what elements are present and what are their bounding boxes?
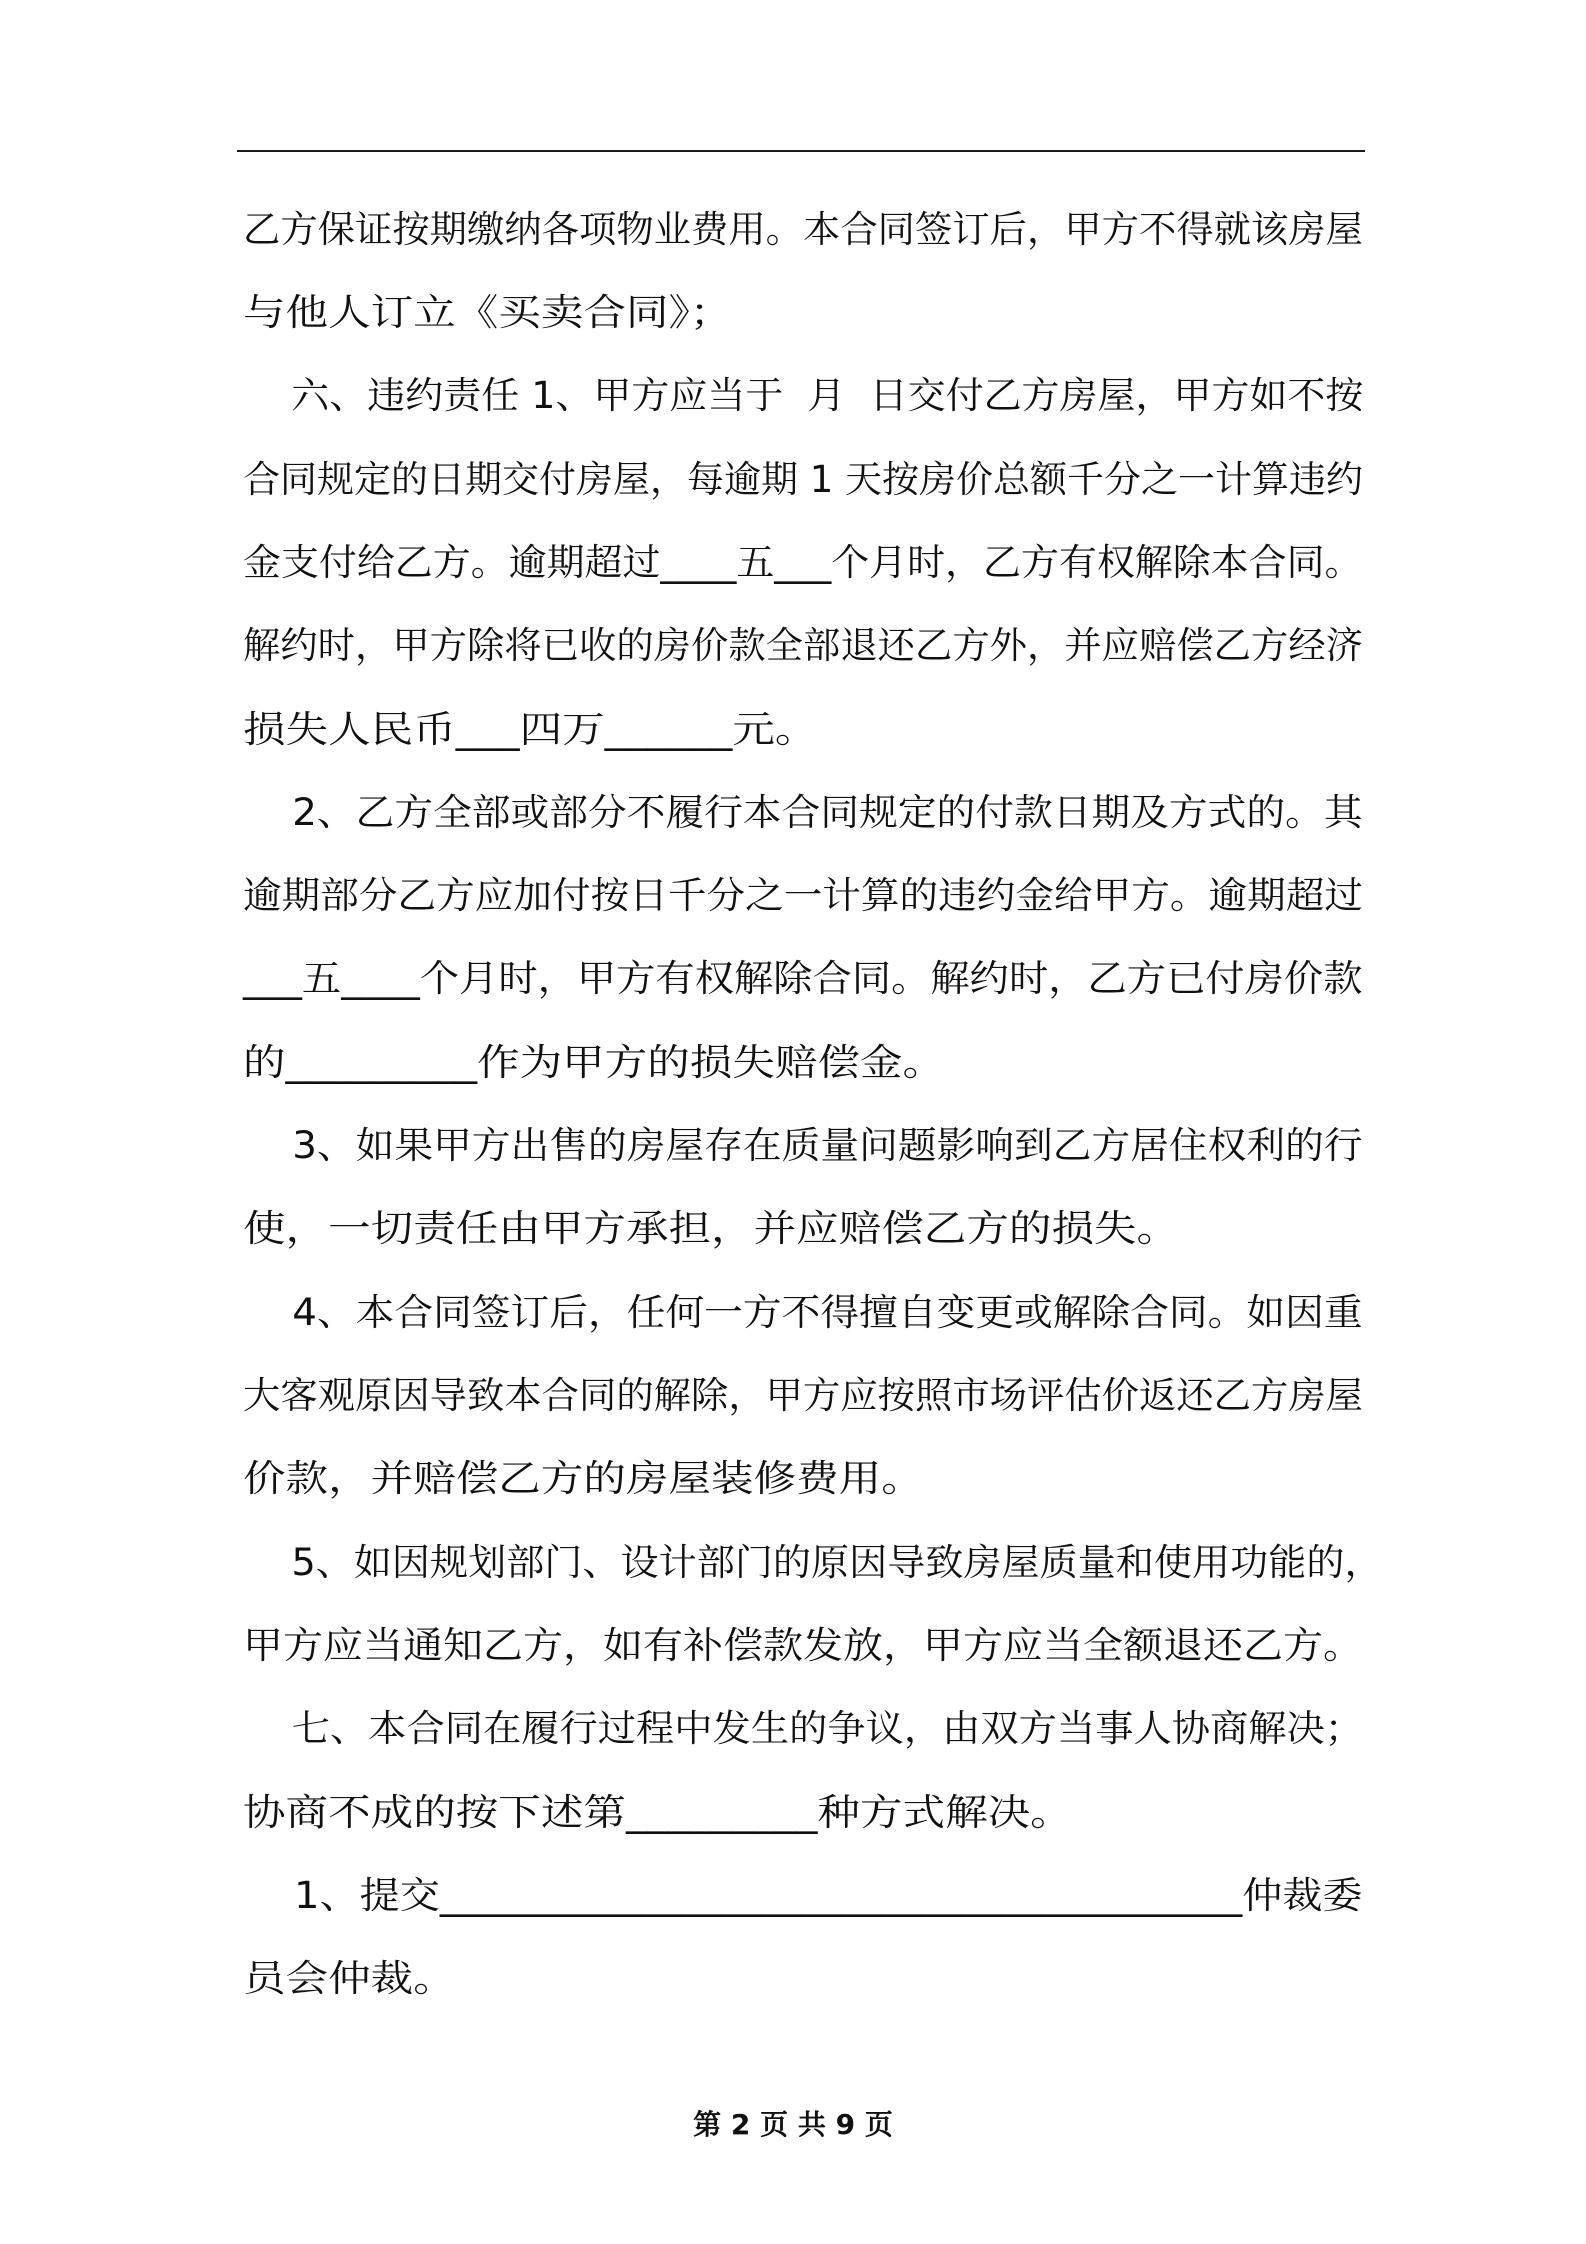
- body-line-3: 六、违约责任 1、甲方应当于 月 日交付乙方房屋，甲方如不按: [243, 374, 1364, 417]
- body-line-16: 价款，并赔偿乙方的房屋装修费用。: [243, 1457, 924, 1500]
- body-line-20: 协商不成的按下述第_________种方式解决。: [243, 1791, 1073, 1834]
- body-line-4: 合同规定的日期交付房屋，每逾期 1 天按房价总额千分之一计算违约: [243, 458, 1364, 501]
- body-line-15: 大客观原因导致本合同的解除，甲方应按照市场评估价返还乙方房屋: [243, 1374, 1363, 1417]
- body-line-19: 七、本合同在履行过程中发生的争议，由双方当事人协商解决；: [243, 1707, 1364, 1750]
- body-line-13: 使，一切责任由甲方承担，并应赔偿乙方的损失。: [243, 1207, 1180, 1250]
- page-number: 第 2 页 共 9 页: [693, 2108, 893, 2141]
- body-line-7: 损失人民币___四万______元。: [243, 708, 818, 751]
- body-line-1: 乙方保证按期缴纳各项物业费用。本合同签订后，甲方不得就该房屋: [243, 208, 1363, 251]
- body-line-8: 2、乙方全部或部分不履行本合同规定的付款日期及方式的。其: [243, 791, 1363, 834]
- body-line-12: 3、如果甲方出售的房屋存在质量问题影响到乙方居住权利的行: [243, 1124, 1363, 1167]
- body-line-11: 的_________作为甲方的损失赔偿金。: [243, 1041, 946, 1084]
- body-line-6: 解约时，甲方除将已收的房价款全部退还乙方外，并应赔偿乙方经济: [243, 624, 1363, 667]
- body-line-22: 员会仲裁。: [243, 1957, 456, 2000]
- body-line-9: 逾期部分乙方应加付按日千分之一计算的违约金给甲方。逾期超过: [243, 874, 1363, 917]
- body-line-17: 5、如因规划部门、设计部门的原因导致房屋质量和使用功能的，: [243, 1541, 1383, 1584]
- body-line-21: 1、提交________________________________________仲裁委: [243, 1874, 1363, 1917]
- body-line-14: 4、本合同签订后，任何一方不得擅自变更或解除合同。如因重: [243, 1291, 1363, 1334]
- body-line-10: ___五____个月时，甲方有权解除合同。解约时，乙方已付房价款: [243, 957, 1363, 1000]
- body-line-5: 金支付给乙方。逾期超过____五___个月时，乙方有权解除本合同。: [243, 541, 1363, 584]
- body-line-18: 甲方应当通知乙方，如有补偿款发放，甲方应当全额退还乙方。: [243, 1624, 1363, 1667]
- header-rule: [237, 150, 1365, 152]
- body-line-2: 与他人订立《买卖合同》；: [243, 291, 733, 334]
